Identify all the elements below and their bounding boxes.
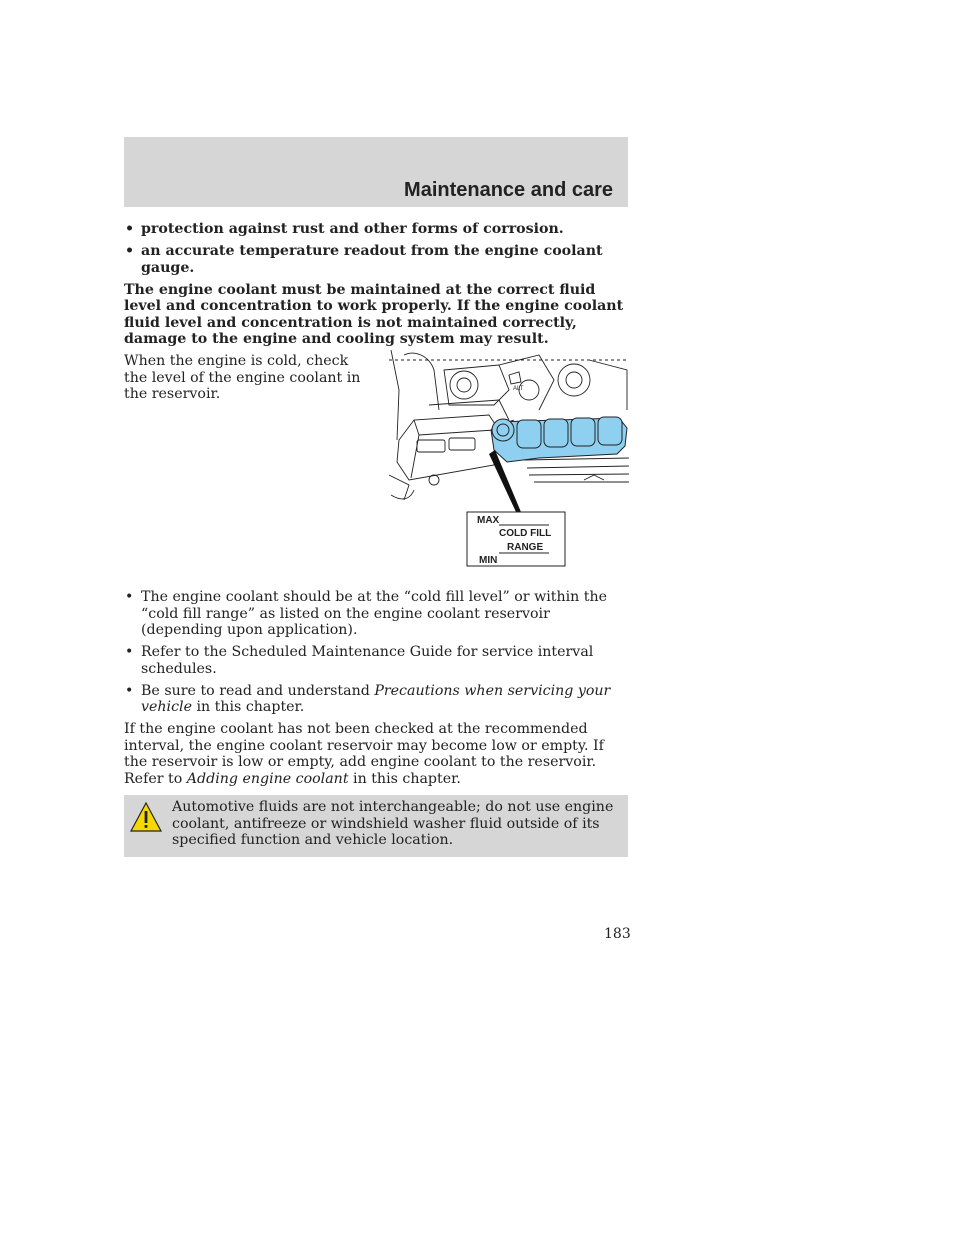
cross-reference: Precautions when servicing your vehicle [141,682,611,715]
list-item [124,683,628,716]
paragraph-text: If the engine coolant has not been checked at the recommended interval, the engine coolant reservoir may become low or empty. If the reservoir is low or empty, add engine coolant to the reservoir. Refer to [124,721,604,787]
bullet-list [124,589,628,716]
bold-paragraph: The engine coolant must be maintained at the correct fluid level and concentration to work properly. If the engine coolant fluid level and concentration is not maintained correctly, damage to the engine and cooling system may result. [124,281,624,347]
bullet-text: Be sure to read and understand [141,682,375,699]
bullet-text: Refer to the Scheduled Maintenance Guide for service interval schedules. [141,644,594,677]
coolant-reservoir-illustration [389,350,629,568]
warning-triangle-icon [130,799,162,835]
level-label-box [467,512,565,566]
alt-label: ALT [513,386,524,392]
bullet-text: an accurate temperature readout from the engine coolant gauge. [141,243,603,276]
bullet-text: protection against rust and other forms of corrosion. [141,221,564,237]
bullet: • [125,589,134,605]
list-item [124,589,628,639]
bullet-text-end: in this chapter. [191,699,305,715]
max-label: MAX [477,515,500,526]
section-header [124,137,628,207]
page-content [124,221,628,857]
bullet: • [125,644,134,660]
list-item [124,221,628,238]
range-label: RANGE [507,542,544,553]
list-item [124,243,628,276]
figure-caption-text: When the engine is cold, check the level of the engine coolant in the reservoir. [124,353,361,402]
warning-box [124,795,628,857]
figure-row [124,353,628,581]
bullet: • [125,682,134,699]
cross-reference: Adding engine coolant [186,770,349,787]
bold-bullet-list [124,221,628,276]
paragraph-text-end: in this chapter. [348,770,461,787]
warning-text: Automotive fluids are not interchangeable; do not use engine coolant, antifreeze or windshield washer fluid outside of its specified function and vehicle location. [172,799,614,848]
bullet-text: The engine coolant should be at the “cold fill level” or within the “cold fill range” as listed on the engine coolant reservoir (depending upon application). [141,589,608,638]
bullet: • [125,243,135,259]
list-item [124,644,628,677]
section-title: Maintenance and care [404,179,613,201]
min-label: MIN [479,555,498,566]
page-number: 183 [604,926,631,942]
bullet: • [125,221,135,237]
body-paragraph [124,721,628,787]
coolant-reservoir [491,417,627,462]
cold-fill-label: COLD FILL [499,528,552,539]
